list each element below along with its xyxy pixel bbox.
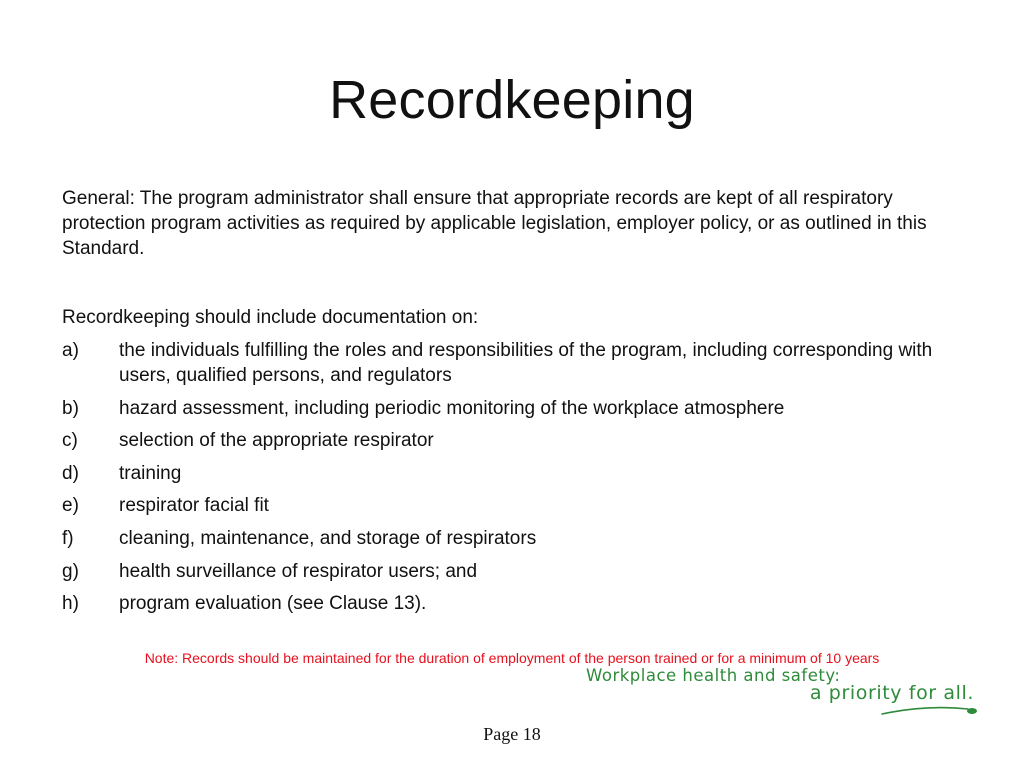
logo-tagline-line2: a priority for all. bbox=[809, 682, 974, 704]
swoosh-icon bbox=[880, 702, 980, 718]
list-item-letter: h) bbox=[62, 593, 79, 615]
list-item bbox=[62, 526, 962, 551]
list-item bbox=[62, 428, 962, 453]
list-item-text: respirator facial fit bbox=[119, 495, 269, 517]
list-item-letter: d) bbox=[62, 462, 79, 484]
list-item-text: program evaluation (see Clause 13). bbox=[119, 593, 427, 615]
list-item bbox=[62, 591, 962, 616]
list-item-letter: g) bbox=[62, 560, 79, 582]
list-item-text: hazard assessment, including periodic monitoring of the workplace atmosphere bbox=[119, 397, 785, 419]
list-item-letter: e) bbox=[62, 495, 79, 517]
list-item-text: training bbox=[119, 462, 182, 484]
list-item bbox=[62, 461, 962, 486]
list-item-text: the individuals fulfilling the roles and responsibilities of the program, including corresponding with users, qualified persons, and regulators bbox=[119, 340, 933, 386]
list-item bbox=[62, 559, 962, 584]
list-item bbox=[62, 338, 962, 388]
list-item bbox=[62, 396, 962, 421]
list-item-letter: a) bbox=[62, 340, 79, 361]
list-item-letter: b) bbox=[62, 397, 79, 419]
retention-note: Note: Records should be maintained for the duration of employment of the person trained or for a minimum of 10 years bbox=[144, 650, 880, 666]
list-heading: Recordkeeping should include documentation on: bbox=[62, 307, 479, 328]
list-item-text: health surveillance of respirator users; and bbox=[119, 560, 478, 582]
list-item-text: cleaning, maintenance, and storage of respirators bbox=[119, 527, 537, 549]
slide-title: Recordkeeping bbox=[329, 70, 695, 130]
logo-tagline-line1: Workplace health and safety: bbox=[586, 666, 841, 685]
documentation-list bbox=[62, 338, 962, 624]
intro-paragraph: General: The program administrator shall ensure that appropriate records are kept of all respiratory protection program activities as required by applicable legislation, employer policy, or as outlined in this Standard. bbox=[62, 188, 927, 259]
list-item-text: selection of the appropriate respirator bbox=[119, 430, 434, 452]
list-item bbox=[62, 493, 962, 518]
workplace-safety-logo bbox=[580, 666, 980, 718]
list-item-letter: f) bbox=[62, 527, 74, 549]
list-item-letter: c) bbox=[62, 430, 78, 452]
page-number: Page 18 bbox=[483, 724, 541, 744]
